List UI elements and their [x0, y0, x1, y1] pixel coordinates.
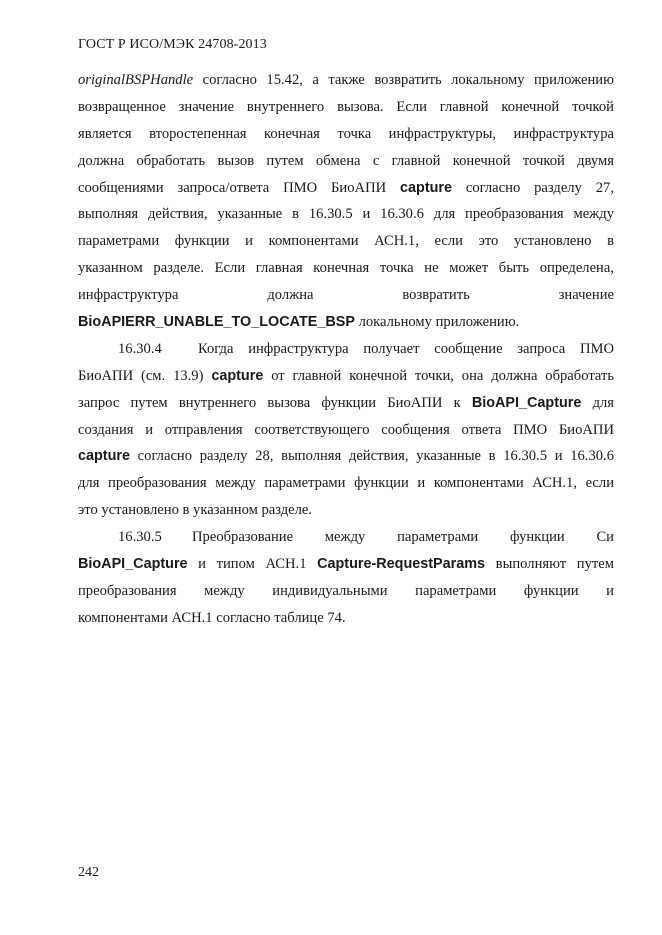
paragraph-1-line-10	[78, 309, 614, 336]
paragraph-1-line-9: инфраструктура должна возвратить значение	[78, 287, 614, 304]
text-span: Преобразование между параметрами функции Си	[192, 529, 614, 546]
document-body	[78, 67, 614, 632]
paragraph-2-line-7: это установлено в указанном разделе.	[78, 502, 313, 519]
paragraph-2-line-3	[78, 390, 614, 417]
text-span: согласно разделу 28, выполняя действия, указанные в 16.30.5 и 16.30.6	[129, 448, 614, 465]
paragraph-2-line-2	[78, 363, 614, 390]
text-span: и типом АСН.1	[187, 556, 318, 573]
text-span: от главной конечной точки, она должна обработать	[263, 367, 615, 384]
paragraph-1-line-2: возвращенное значение внутреннего вызова. Если главной конечной точкой	[78, 98, 614, 115]
code-term: originalBSPHandle	[78, 72, 194, 88]
paragraph-1-line-3: является второстепенная конечная точка инфраструктуры, инфраструктура	[78, 125, 614, 142]
text-span: локальному приложению.	[354, 314, 520, 331]
text-span: БиоАПИ (см. 13.9)	[78, 367, 212, 384]
paragraph-2-line-1	[78, 336, 614, 363]
document-header: ГОСТ Р ИСО/МЭК 24708-2013	[78, 37, 267, 52]
text-span: запрос путем внутреннего вызова функции БиоАПИ к	[78, 394, 472, 411]
text-span: согласно 15.42, а также возвратить локальному приложению	[193, 72, 614, 88]
clause-number: 16.30.4	[118, 340, 162, 357]
paragraph-3-line-2	[78, 551, 614, 578]
code-term: BioAPI_Capture	[471, 394, 582, 411]
code-term: BioAPI_Capture	[78, 556, 188, 573]
paragraph-3-line-1	[78, 524, 614, 551]
paragraph-1-line-6: выполняя действия, указанные в 16.30.5 и 16.30.6 для преобразования между	[78, 206, 614, 223]
paragraph-1-line-5	[78, 175, 614, 202]
paragraph-2-line-5	[78, 443, 614, 470]
paragraph-1-line-7: параметрами функции и компонентами АСН.1, если это установлено в	[78, 233, 614, 250]
text-span: сообщениями запроса/ответа ПМО БиоАПИ	[78, 179, 401, 196]
paragraph-3-line-4: компонентами АСН.1 согласно таблице 74.	[78, 609, 346, 626]
code-term: capture	[211, 367, 264, 384]
code-term: Capture-RequestParams	[317, 556, 486, 573]
code-term: capture	[400, 179, 453, 196]
code-term: BioAPIERR_UNABLE_TO_LOCATE_BSP	[78, 314, 355, 331]
code-term: capture	[78, 448, 130, 465]
page-number: 242	[78, 865, 99, 880]
paragraph-1-line-4: должна обработать вызов путем обмена с главной конечной точкой двумя	[78, 152, 614, 169]
paragraph-1-line-8: указанном разделе. Если главная конечная точка не может быть определена,	[78, 260, 614, 277]
paragraph-3-line-3: преобразования между индивидуальными параметрами функции и	[78, 582, 614, 599]
text-span: Когда инфраструктура получает сообщение запроса ПМО	[198, 340, 614, 357]
text-span: для	[581, 394, 614, 411]
text-span: согласно разделу 27,	[452, 179, 614, 196]
clause-number: 16.30.5	[118, 529, 162, 546]
paragraph-1-line-1	[78, 67, 614, 94]
text-span: выполняют путем	[485, 556, 614, 573]
paragraph-2-line-4: создания и отправления соответствующего сообщения ответа ПМО БиоАПИ	[78, 421, 614, 438]
paragraph-2-line-6: для преобразования между параметрами функции и компонентами АСН.1, если	[78, 475, 614, 492]
